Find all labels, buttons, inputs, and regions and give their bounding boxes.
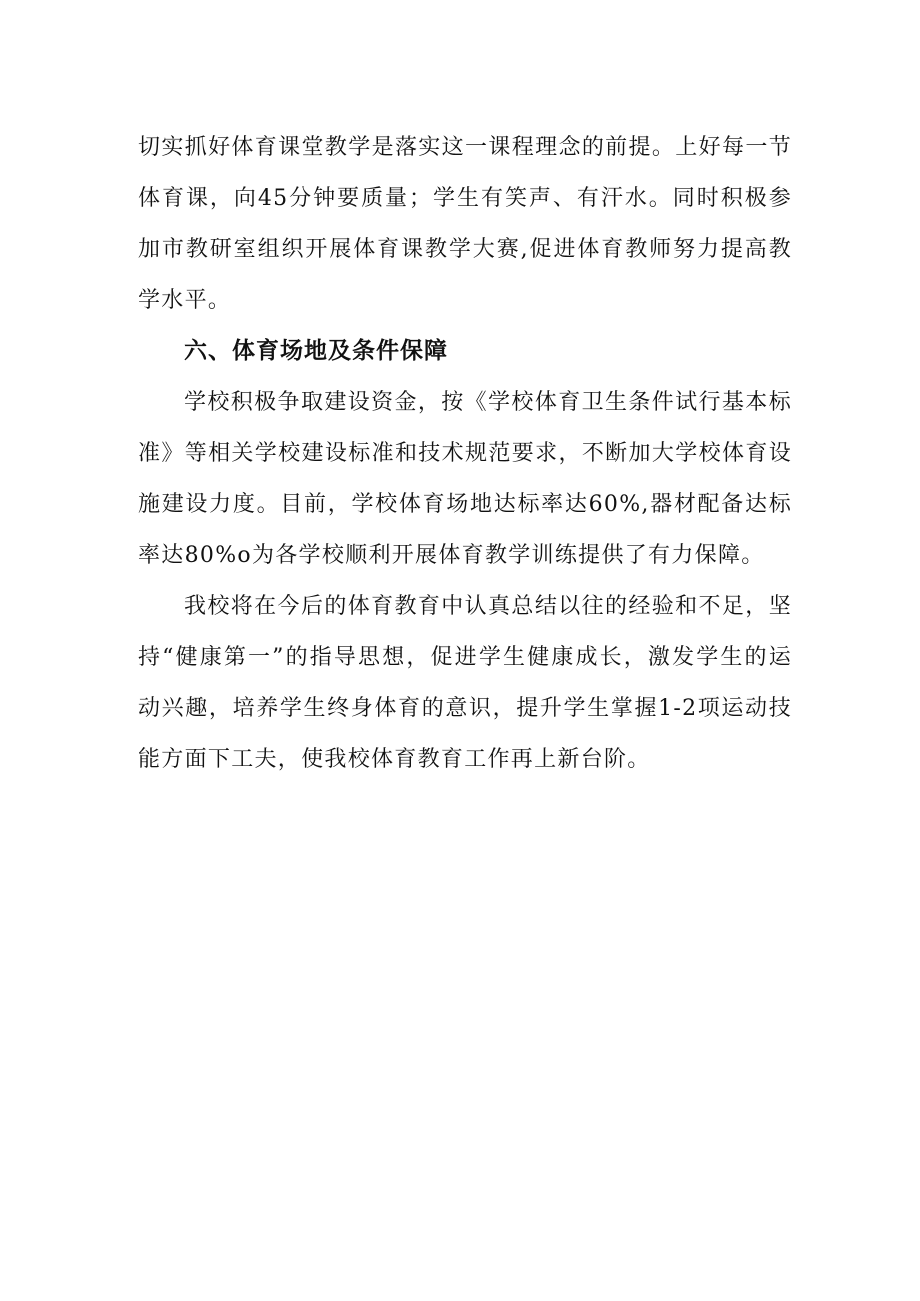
paragraph-facilities: 学校积极争取建设资金，按《学校体育卫生条件试行基本标准》等相关学校建设标准和技术规范要求，不断加大学校体育设施建设力度。目前，学校体育场地达标率达60%,器材配备达标率达80%o为各学校顺利开展体育教学训练提供了有力保障。 — [138, 390, 792, 568]
document-body — [138, 122, 792, 785]
paragraph-conclusion: 我校将在今后的体育教育中认真总结以往的经验和不足，坚持“健康第一”的指导思想，促进学生健康成长，激发学生的运动兴趣，培养学生终身体育的意识，提升学生掌握1-2项运动技能方面下工夫，使我校体育教育工作再上新台阶。 — [138, 594, 792, 772]
paragraph-teaching-quality: 切实抓好体育课堂教学是落实这一课程理念的前提。上好每一节体育课，向45分钟要质量；学生有笑声、有汗水。同时积极参加市教研室组织开展体育课教学大赛,促进体育教师努力提高教学水平。 — [138, 135, 792, 313]
section-heading-facilities: 六、体育场地及条件保障 — [184, 338, 448, 364]
